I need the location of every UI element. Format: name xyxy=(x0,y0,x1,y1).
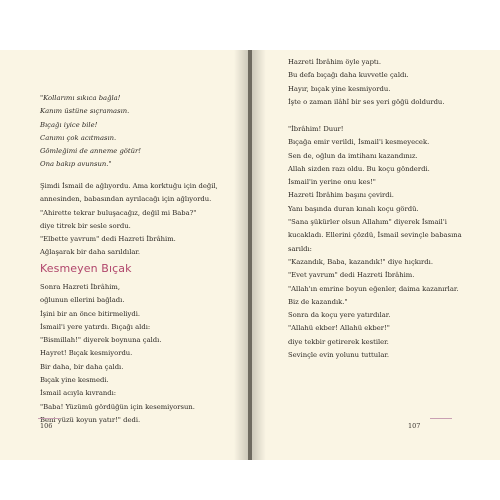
text-line: "Bismillah!" diyerek boynuna çaldı. xyxy=(40,336,162,345)
verse-line: Ona bakıp avunsun." xyxy=(40,160,112,169)
verse-line: Bıçağı iyice bile! xyxy=(40,120,98,129)
text-line: "Kazandık, Baba, kazandık!" diye hıçkırdı. xyxy=(288,257,433,266)
text-line: Bıçağa emir verildi, İsmail'i kesmeyecek. xyxy=(288,138,430,147)
text-line: İsmail'i yere yatırdı. Bıçağı aldı: xyxy=(40,322,151,331)
page-number-rule xyxy=(38,418,60,419)
text-line: Biz de kazandık." xyxy=(288,297,348,306)
verse-line: Gömleğimi de anneme götür! xyxy=(40,147,141,156)
text-line: "Evet yavrum" dedi Hazreti İbrâhim. xyxy=(288,271,415,280)
text-line: Hazreti İbrâhim öyle yaptı. xyxy=(288,58,381,66)
text-line: İşte o zaman ilâhî bir ses yeri göğü doldurdu. xyxy=(288,97,445,106)
text-line: Hayır, bıçak yine kesmiyordu. xyxy=(288,84,391,93)
text-line: "İbrâhim! Duur! xyxy=(288,125,344,133)
text-line: Allah sizden razı oldu. Bu koçu gönderdi. xyxy=(288,164,430,173)
left-section-block xyxy=(40,281,195,427)
text-line: Sonra da koçu yere yatırdılar. xyxy=(288,311,391,320)
section-heading: Kesmeyen Bıçak xyxy=(40,262,132,275)
text-line: "Allahü ekber! Allahü ekber!" xyxy=(288,324,390,333)
text-line: annesinden, babasından ayrılacağı için ağlıyordu. xyxy=(40,195,212,204)
text-line: Hazreti İbrâhim başını çevirdi. xyxy=(288,191,394,200)
text-line: İşini bir an önce bitirmeliydi. xyxy=(40,309,141,318)
left-page xyxy=(0,50,248,460)
page-number-rule xyxy=(430,418,452,419)
text-line: Bir daha, bir daha çaldı. xyxy=(40,362,124,371)
text-line: "Allah'ın emrine boyun eğenler, daima kazanırlar. xyxy=(288,284,459,293)
right-body-block xyxy=(288,123,462,362)
verse-line: "Kollarımı sıkıca bağla! xyxy=(40,94,121,102)
verse-line: Kanım üstüne sıçramasın. xyxy=(40,107,130,116)
left-paragraph-block xyxy=(40,180,218,260)
text-line: oğlunun ellerini bağladı. xyxy=(40,296,125,305)
italic-verse-block xyxy=(40,92,141,172)
text-line: Sonra Hazreti İbrâhim, xyxy=(40,283,120,291)
verse-line: Canımı çok acıtmasın. xyxy=(40,133,117,142)
text-line: Hayret! Bıçak kesmiyordu. xyxy=(40,349,133,358)
text-line: sarıldı: xyxy=(288,244,312,253)
right-page xyxy=(252,50,500,460)
right-top-block xyxy=(288,56,444,109)
text-line: İsmail'in yerine onu kes!" xyxy=(288,178,376,187)
text-line: Bu defa bıçağı daha kuvvetle çaldı. xyxy=(288,71,409,80)
text-line: Bıçak yine kesmedi. xyxy=(40,376,109,385)
open-book xyxy=(0,50,500,460)
text-line: kucakladı. Ellerini çözdü, İsmail sevinçle babasına xyxy=(288,231,462,240)
text-line: Sen de, oğlun da imtihanı kazandınız. xyxy=(288,151,418,160)
text-line: Sevinçle evin yolunu tuttular. xyxy=(288,351,390,360)
text-line: Ağlaşarak bir daha sarıldılar. xyxy=(40,248,141,257)
text-line: diye tekbir getirerek kestiler. xyxy=(288,337,389,346)
text-line: Beni yüzü koyun yatır!" dedi. xyxy=(40,415,141,424)
text-line: diye titrek bir sesle sordu. xyxy=(40,221,131,230)
text-line: Şimdi İsmail de ağlıyordu. Ama korktuğu için değil, xyxy=(40,182,218,190)
text-line: İsmail acıyla kıvrandı: xyxy=(40,389,117,398)
page-number-left: 106 xyxy=(40,422,53,430)
text-line: "Baba! Yüzümü gördüğün için kesemiyorsun. xyxy=(40,402,195,411)
text-line: "Ahirette tekrar buluşacağız, değil mi Baba?" xyxy=(40,208,197,217)
page-number-right: 107 xyxy=(408,422,421,430)
text-line: Yanı başında duran kınalı koçu gördü. xyxy=(288,204,419,213)
text-line: "Sana şükürler olsun Allahım" diyerek İsmail'i xyxy=(288,218,447,227)
text-line: "Elbette yavrum" dedi Hazreti İbrâhim. xyxy=(40,235,176,244)
